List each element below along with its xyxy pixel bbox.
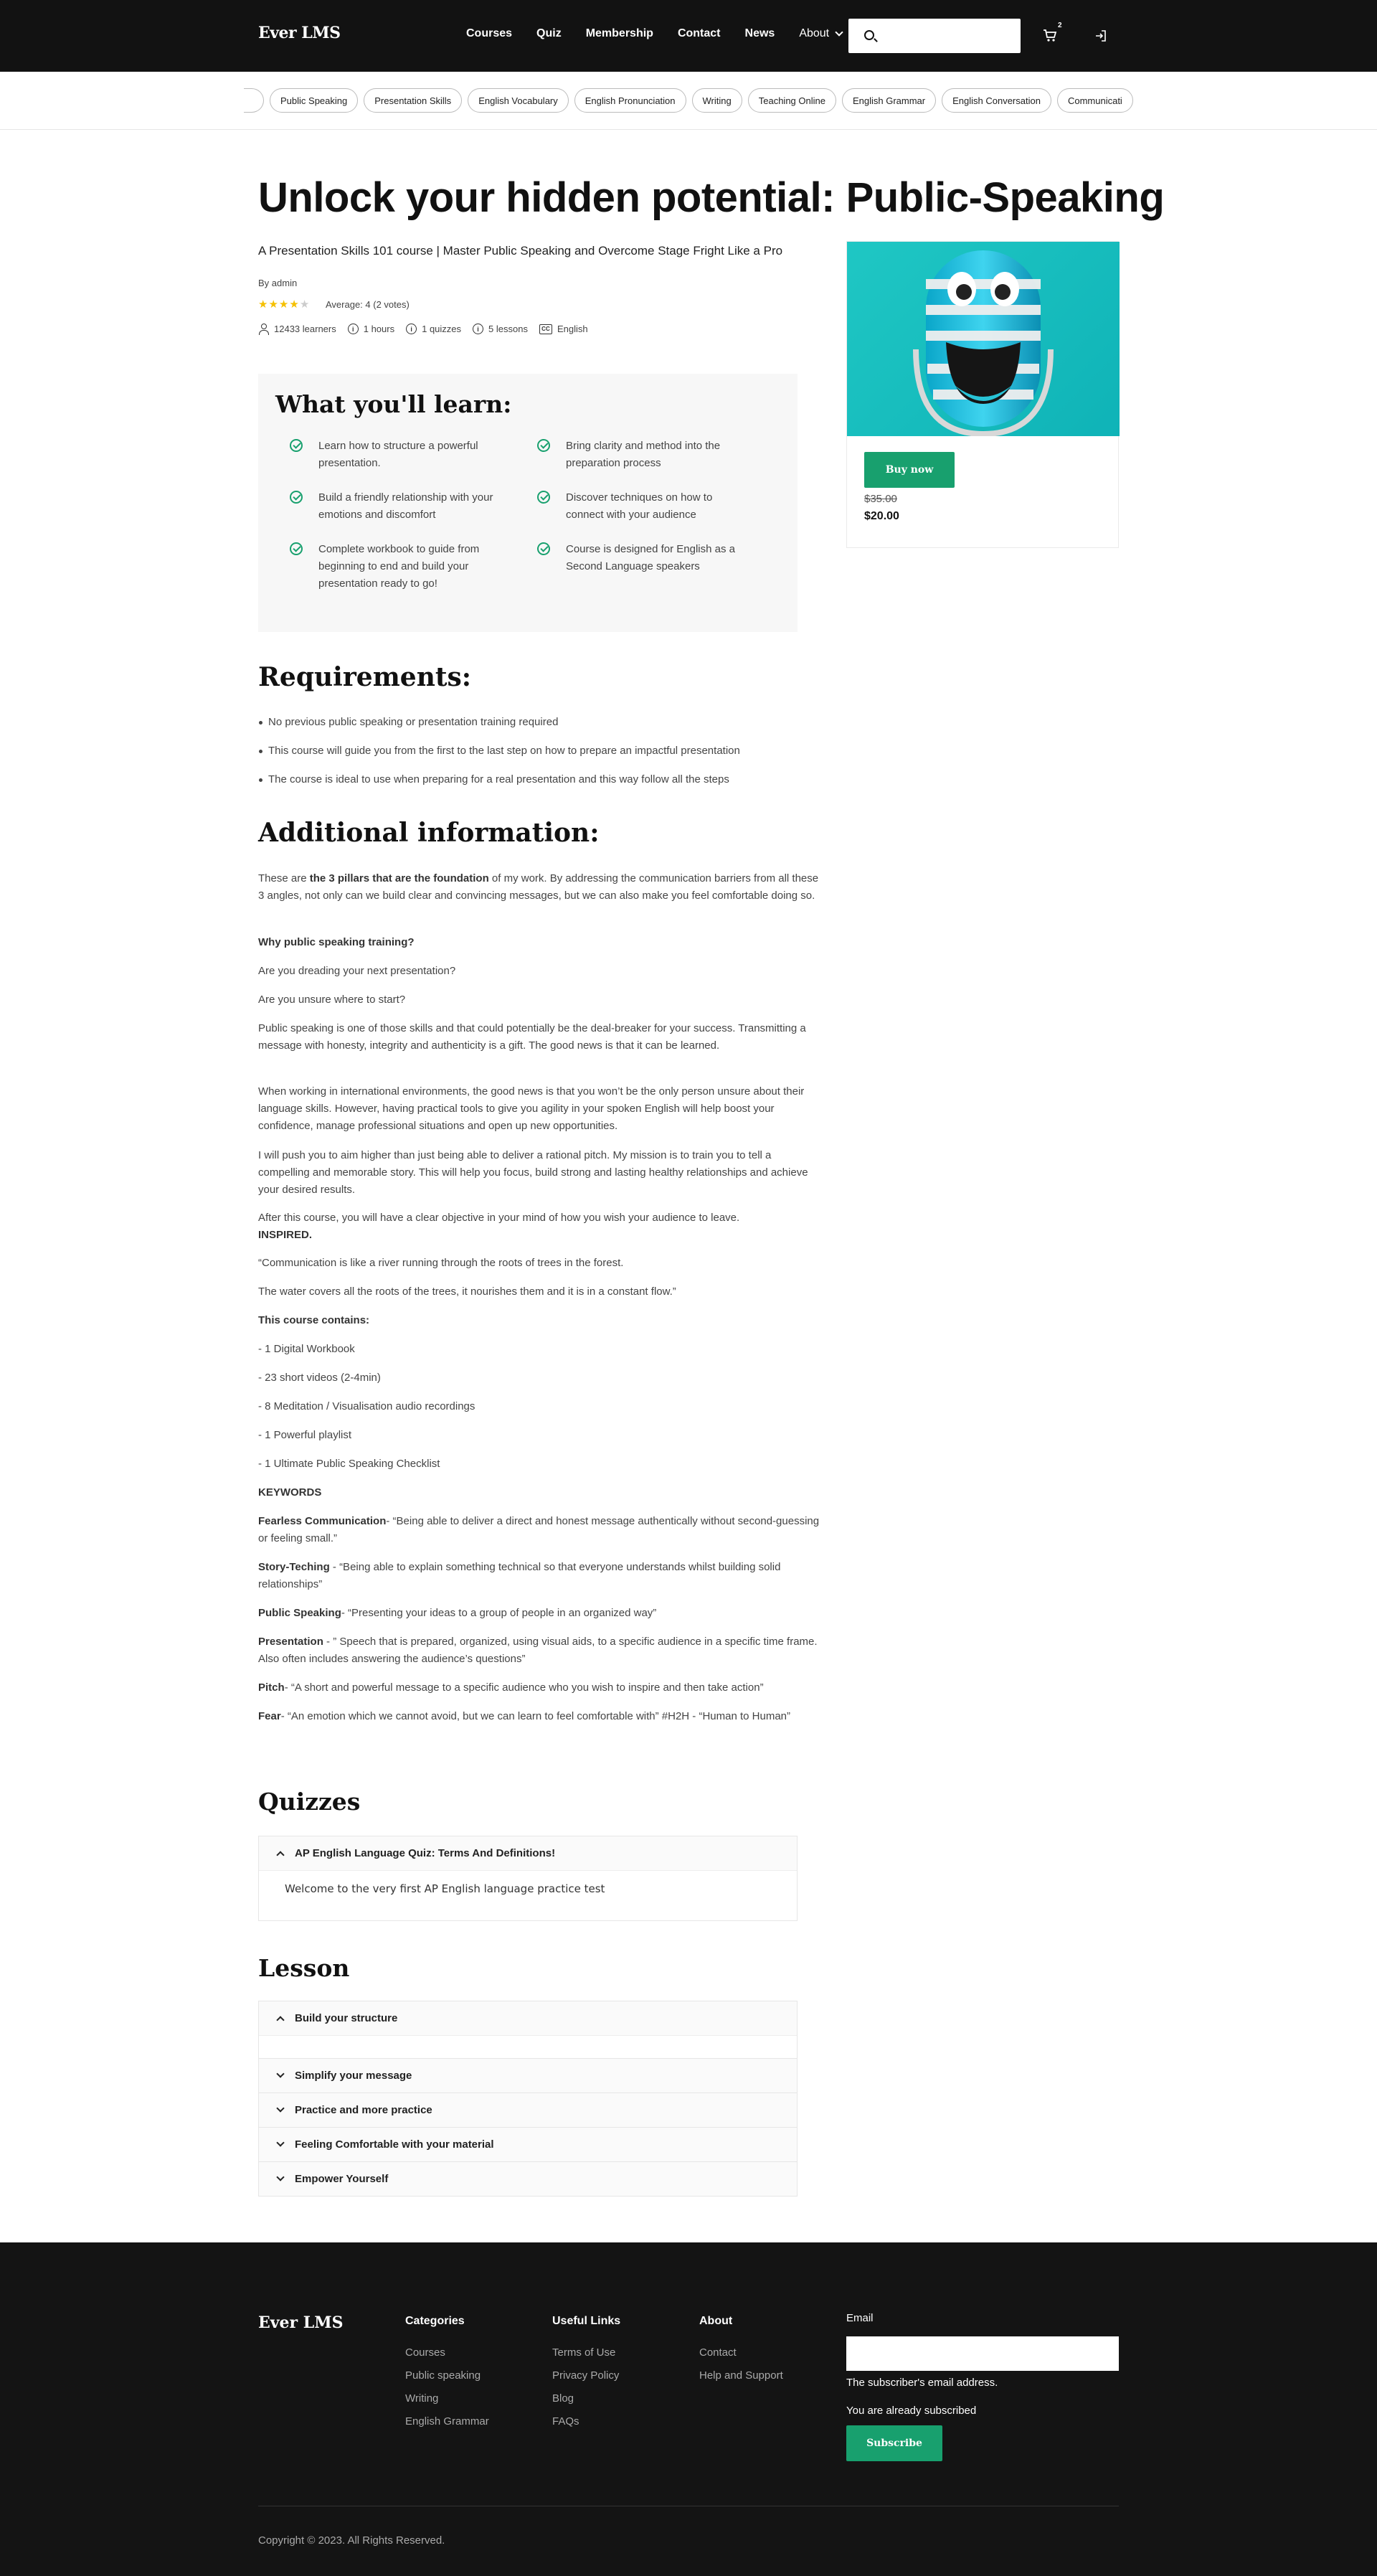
- nav-quiz[interactable]: Quiz: [536, 27, 562, 39]
- paragraph: Public speaking is one of those skills and that could potentially be the deal-breaker for your success. Transmitting a message with honesty, integrity and authenticity is a gift. The good news is that it can be learned.: [258, 1022, 806, 1052]
- lesson-title: Build your structure: [295, 2012, 398, 2024]
- tag-communication[interactable]: Communicati: [1057, 88, 1133, 113]
- nav-courses[interactable]: Courses: [466, 27, 513, 39]
- closed-caption-icon: CC: [539, 324, 552, 334]
- paragraph: I will push you to aim higher than just being able to deliver a rational pitch. My mission is to train you to tell a compelling and memorable story. This will help you focus, build strong and lasting healthy relationships and achieve your desired results.: [258, 1149, 808, 1196]
- requirement-item: No previous public speaking or presentation training required: [268, 716, 559, 728]
- footer-about: [699, 2315, 783, 2392]
- nav-news[interactable]: News: [744, 27, 775, 39]
- email-hint: The subscriber's email address.: [846, 2377, 998, 2389]
- keyword-term: Public Speaking: [258, 1607, 341, 1619]
- keywords-heading: [258, 1484, 825, 1501]
- nav-about-label: About: [799, 27, 830, 39]
- login-icon[interactable]: [1094, 29, 1107, 42]
- learn-item: [537, 489, 752, 524]
- quiz-description: Welcome to the very first AP English language practice test: [259, 1870, 797, 1920]
- learners-count: 12433 learners: [274, 324, 336, 334]
- keyword-definition: - “Presenting your ideas to a group of people in an organized way”: [341, 1607, 657, 1619]
- footer-link[interactable]: Writing: [405, 2392, 439, 2405]
- keyword-term: Pitch: [258, 1681, 285, 1694]
- site-logo[interactable]: Ever LMS: [258, 24, 341, 42]
- course-title: Unlock your hidden potential: Public-Speaking: [258, 174, 1165, 221]
- email-label: Email: [846, 2312, 874, 2324]
- footer-link[interactable]: FAQs: [552, 2415, 579, 2428]
- text: These are: [258, 872, 310, 884]
- keyword-item: [258, 1708, 825, 1725]
- footer-about-heading: About: [699, 2315, 733, 2327]
- hours-value: 1 hours: [363, 324, 395, 334]
- site-header: [0, 0, 1377, 72]
- site-footer: [0, 2242, 1377, 2576]
- lesson-title: Practice and more practice: [295, 2104, 432, 2116]
- tag-partial[interactable]: [244, 88, 264, 113]
- search-icon[interactable]: [864, 30, 874, 40]
- learn-item: [537, 438, 752, 472]
- tag-english-pronunciation[interactable]: English Pronunciation: [574, 88, 686, 113]
- keyword-definition: - ” Speech that is prepared, organized, using visual aids, to a specific audience in a specific time frame. Also often includes answering the audience’s questions”: [258, 1636, 818, 1665]
- learn-item: [290, 438, 505, 472]
- meta-quizzes: [406, 324, 461, 334]
- chevron-down-icon: [276, 2070, 284, 2077]
- learn-heading: What you'll learn:: [275, 390, 512, 418]
- keyword-term: Story-Teching: [258, 1561, 330, 1573]
- cart-count-badge: 2: [1058, 22, 1062, 29]
- footer-links-heading: Useful Links: [552, 2315, 621, 2327]
- star-icon: ★: [278, 298, 290, 311]
- footer-link[interactable]: Help and Support: [699, 2369, 783, 2382]
- contains-item: - 1 Digital Workbook: [258, 1343, 355, 1355]
- learn-item: [537, 541, 752, 575]
- lesson-accordion: [258, 2058, 798, 2093]
- star-empty-icon: ★: [299, 298, 311, 311]
- microphone-mascot-image: [847, 242, 1120, 436]
- search-input[interactable]: [884, 26, 1010, 46]
- keyword-definition: - “A short and powerful message to a specific audience who you wish to inspire and then take action”: [284, 1681, 764, 1694]
- tag-public-speaking[interactable]: Public Speaking: [270, 88, 358, 113]
- keyword-item: [258, 1605, 825, 1622]
- user-icon: [258, 324, 269, 334]
- meta-hours: [348, 324, 394, 334]
- lesson-accordion: [258, 2001, 798, 2060]
- tag-presentation-skills[interactable]: Presentation Skills: [364, 88, 462, 113]
- keyword-item: [258, 1513, 825, 1547]
- paragraph: When working in international environments, the good news is that you won’t be the only person unsure about their language skills. However, having practical tools to give you agility in your spoken English will help boost your confidence, manage professional situations and open up new opportunities.: [258, 1085, 805, 1132]
- bold-text: Why public speaking training?: [258, 936, 415, 948]
- star-icon: ★: [268, 298, 279, 311]
- footer-link[interactable]: Terms of Use: [552, 2346, 616, 2359]
- check-circle-icon: [290, 542, 303, 555]
- lesson-header[interactable]: [259, 2001, 797, 2035]
- course-subtitle: A Presentation Skills 101 course | Master Public Speaking and Overcome Stage Fright Like a Pro: [258, 244, 783, 258]
- contains-item: - 1 Ultimate Public Speaking Checklist: [258, 1458, 440, 1470]
- quote-line: “Communication is like a river running through the roots of trees in the forest.: [258, 1257, 624, 1269]
- additional-info-heading: Additional information:: [258, 818, 600, 848]
- footer-categories: [405, 2315, 489, 2438]
- footer-link[interactable]: Blog: [552, 2392, 574, 2405]
- paragraph: [258, 1209, 825, 1244]
- old-price: $35.00: [864, 493, 897, 505]
- chevron-down-icon: [276, 2104, 284, 2112]
- footer-logo[interactable]: Ever LMS: [258, 2313, 344, 2332]
- search-box: [848, 19, 1021, 53]
- keyword-term: Presentation: [258, 1636, 323, 1648]
- text: After this course, you will have a clear objective in your mind of how you wish your audience to leave.: [258, 1212, 740, 1224]
- quiz-title: AP English Language Quiz: Terms And Definitions!: [295, 1847, 556, 1859]
- main-nav: [466, 27, 866, 40]
- keyword-definition: - “Being able to deliver a direct and honest message authentically without second-guessing or feeling small.”: [258, 1515, 820, 1544]
- requirements-heading: Requirements:: [258, 662, 472, 692]
- chevron-down-icon: [835, 28, 843, 36]
- paragraph: Are you dreading your next presentation?: [258, 965, 456, 977]
- chevron-up-icon: [276, 2016, 284, 2024]
- check-circle-icon: [537, 542, 550, 555]
- lesson-header[interactable]: [259, 2059, 797, 2093]
- lessons-heading: Lesson: [258, 1954, 350, 1982]
- email-field[interactable]: [846, 2336, 1119, 2371]
- footer-link[interactable]: Courses: [405, 2346, 445, 2359]
- info-icon: i: [348, 324, 359, 334]
- meta-lessons: [473, 324, 528, 334]
- learn-item: [290, 541, 505, 593]
- contains-item: - 8 Meditation / Visualisation audio recordings: [258, 1400, 475, 1412]
- chevron-up-icon: [276, 1851, 284, 1859]
- buy-now-button[interactable]: Buy now: [864, 452, 955, 488]
- keyword-term: Fearless Communication: [258, 1515, 387, 1527]
- info-icon: i: [406, 324, 417, 334]
- learn-item-text: Learn how to structure a powerful presentation.: [318, 440, 478, 469]
- tag-english-conversation[interactable]: English Conversation: [942, 88, 1051, 113]
- nav-about[interactable]: [799, 27, 842, 40]
- learn-item-text: Course is designed for English as a Second Language speakers: [566, 543, 735, 572]
- learn-item: [290, 489, 505, 524]
- course-author[interactable]: By admin: [258, 278, 298, 288]
- requirement-item: This course will guide you from the first to the last step on how to prepare an impactful presentation: [268, 745, 740, 757]
- requirement-item: The course is ideal to use when preparing for a real presentation and this way follow all the steps: [268, 773, 729, 785]
- contains-item: - 23 short videos (2-4min): [258, 1372, 381, 1384]
- bold-text: KEYWORDS: [258, 1486, 322, 1499]
- tag-writing[interactable]: Writing: [692, 88, 742, 113]
- check-circle-icon: [290, 439, 303, 452]
- lesson-accordion: [258, 2161, 798, 2197]
- lesson-title: Empower Yourself: [295, 2173, 389, 2185]
- contains-heading: [258, 1312, 825, 1329]
- course-thumbnail: [847, 242, 1120, 436]
- quiz-accordion: [258, 1836, 798, 1921]
- tag-english-grammar[interactable]: English Grammar: [842, 88, 936, 113]
- learn-box: [258, 374, 798, 632]
- why-heading: [258, 934, 825, 951]
- copyright: Copyright © 2023. All Rights Reserved.: [258, 2534, 445, 2547]
- footer-categories-heading: Categories: [405, 2315, 465, 2327]
- category-tag-bar: [0, 72, 1377, 130]
- info-icon: i: [473, 324, 483, 334]
- language-value: English: [557, 324, 588, 334]
- star-icon: ★: [289, 298, 300, 311]
- lesson-header[interactable]: [259, 2128, 797, 2161]
- quizzes-heading: Quizzes: [258, 1788, 361, 1816]
- keyword-definition: - “An emotion which we cannot avoid, but we can learn to feel comfortable with” #H2H - “Human to Human”: [280, 1710, 791, 1722]
- check-circle-icon: [290, 491, 303, 504]
- rating-text: Average: 4 (2 votes): [326, 299, 410, 310]
- chevron-down-icon: [276, 2138, 284, 2146]
- learn-item-text: Bring clarity and method into the preparation process: [566, 440, 721, 469]
- lesson-accordion: [258, 2127, 798, 2162]
- footer-link[interactable]: Public speaking: [405, 2369, 481, 2382]
- check-circle-icon: [537, 439, 550, 452]
- footer-link[interactable]: Contact: [699, 2346, 737, 2359]
- chevron-down-icon: [276, 2173, 284, 2181]
- contains-item: - 1 Powerful playlist: [258, 1429, 352, 1441]
- check-circle-icon: [537, 491, 550, 504]
- bold-text: the 3 pillars that are the foundation: [309, 872, 489, 884]
- keyword-definition: - “Being able to explain something technical so that everyone understands whilst building solid relationships”: [258, 1561, 781, 1590]
- current-price: $20.00: [864, 510, 899, 522]
- cart-icon[interactable]: [1043, 29, 1057, 43]
- purchase-card: [846, 241, 1119, 548]
- lesson-title: Feeling Comfortable with your material: [295, 2138, 494, 2151]
- learn-item-text: Build a friendly relationship with your emotions and discomfort: [318, 491, 493, 521]
- learn-item-text: Discover techniques on how to connect with your audience: [566, 491, 713, 521]
- subscription-status: You are already subscribed: [846, 2405, 977, 2417]
- nav-contact[interactable]: Contact: [677, 27, 721, 39]
- intro-paragraph: [258, 870, 825, 905]
- star-icon: ★: [258, 298, 269, 311]
- course-meta: [258, 324, 588, 334]
- category-tags: [244, 88, 1133, 114]
- quote-line: The water covers all the roots of the trees, it nourishes them and it is in a constant flow.”: [258, 1285, 676, 1298]
- nav-membership[interactable]: Membership: [585, 27, 653, 39]
- lessons-count: 5 lessons: [488, 324, 528, 334]
- lesson-header[interactable]: [259, 2093, 797, 2127]
- footer-link[interactable]: Privacy Policy: [552, 2369, 620, 2382]
- bold-text: This course contains:: [258, 1314, 370, 1326]
- text: of my work. By addressing the communication barriers from all these 3 angles, not only can we build clear and convincing messages, but we can also make you feel comfortable doing so.: [258, 872, 819, 902]
- rating-stars[interactable]: [258, 298, 310, 311]
- quizzes-count: 1 quizzes: [422, 324, 462, 334]
- learn-item-text: Complete workbook to guide from beginning to end and build your presentation ready to go!: [318, 543, 480, 590]
- lesson-body: [259, 2035, 797, 2059]
- bold-text: INSPIRED.: [258, 1229, 313, 1241]
- keyword-item: [258, 1679, 825, 1697]
- keyword-item: [258, 1559, 825, 1593]
- keyword-term: Fear: [258, 1710, 281, 1722]
- meta-learners: [258, 324, 336, 334]
- lesson-accordion: [258, 2093, 798, 2128]
- paragraph: Are you unsure where to start?: [258, 994, 406, 1006]
- tag-teaching-online[interactable]: Teaching Online: [748, 88, 836, 113]
- lesson-header[interactable]: [259, 2162, 797, 2196]
- tag-english-vocabulary[interactable]: English Vocabulary: [468, 88, 569, 113]
- footer-link[interactable]: English Grammar: [405, 2415, 489, 2428]
- lesson-title: Simplify your message: [295, 2070, 412, 2082]
- keyword-item: [258, 1633, 825, 1668]
- meta-language: [539, 324, 588, 334]
- quiz-accordion-header[interactable]: [259, 1836, 797, 1870]
- footer-useful-links: [552, 2315, 620, 2438]
- subscribe-button[interactable]: Subscribe: [846, 2425, 942, 2461]
